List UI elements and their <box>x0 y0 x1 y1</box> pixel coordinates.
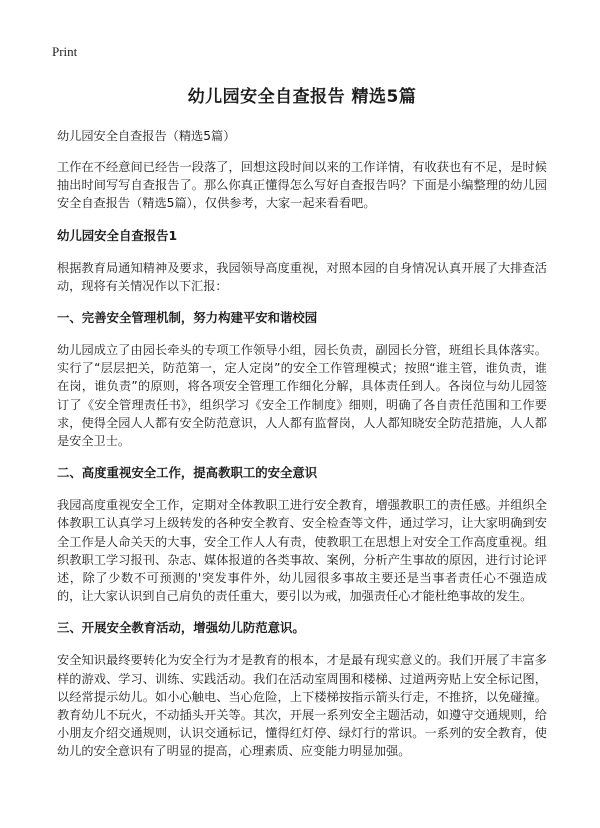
report-1-heading: 幼儿园安全自查报告1 <box>57 227 178 243</box>
print-link[interactable]: Print <box>52 44 78 59</box>
section-3-heading: 三、开展安全教育活动，增强幼儿防范意识。 <box>57 620 305 636</box>
section-3-paragraph: 安全知识最终要转化为安全行为才是教育的根本，才是最有现实意义的。我们开展了丰富多样的游戏、学习、训练、实践活动。我们在活动室周围和楼梯、过道两旁贴上安全标记图，以经常提示幼儿。如小心触电、当心危险，上下楼梯按指示箭头行走，不推挤，以免碰撞。教育幼儿不玩火，不动插头开关等。其次，开展一系列安全主题活动，如遵守交通规则，给小朋友介绍交通规则，认识交通标记，懂得红灯停、绿灯行的常识。一系列的安全教育，使幼儿的安全意识有了明显的提高，心理素质、应变能力明显加强。 <box>57 653 547 759</box>
report-1-intro-paragraph: 根据教育局通知精神及要求，我园领导高度重视，对照本园的自身情况认真开展了大排查活动，现将有关情况作以下汇报： <box>57 260 547 293</box>
section-2-paragraph: 我园高度重视安全工作，定期对全体教职工进行安全教育，增强教职工的责任感。并组织全体教职工认真学习上级转发的各种安全教育、安全检查等文件，通过学习，让大家明确到安全工作是人命关天的大事，安全工作人人有责，使教职工在思想上对安全工作高度重视。组织教职工学习报刊、杂志、媒体报道的各类事故、案例，分析产生事故的原因，进行讨论评述，除了少数不可预测的'突发事件外，幼儿园很多事故主要还是当事者责任心不强造成的，让大家认识到自己肩负的责任重大，要引以为戒，加强责任心才能杜绝事故的发生。 <box>57 498 547 604</box>
section-1-heading: 一、完善安全管理机制，努力构建平安和谐校园 <box>57 310 318 326</box>
page-title: 幼儿园安全自查报告 精选5篇 <box>187 87 417 107</box>
section-1-paragraph: 幼儿园成立了由园长牵头的专项工作领导小组，园长负责，副园长分管，班组长具体落实。实行了“层层把关，防范第一，定人定岗”的安全工作管理模式；按照“谁主管，谁负责，谁在岗，谁负责”的原则，将各项安全管理工作细化分解，具体责任到人。各岗位与幼儿园签订了《安全管理责任书》，组织学习《安全工作制度》细则，明确了各自责任范围和工作要求，使得全园人人都有安全防范意识，人人都有监督岗，人人都知晓安全防范措施，人人都是安全卫士。 <box>57 343 547 449</box>
section-2-heading: 二、高度重视安全工作，提高教职工的安全意识 <box>57 465 318 481</box>
intro-paragraph: 工作在不经意间已经告一段落了，回想这段时间以来的工作详情，有收获也有不足，是时候抽出时间写写自查报告了。那么你真正懂得怎么写好自查报告吗？下面是小编整理的幼儿园安全自查报告（精选5篇），仅供参考，大家一起来看看吧。 <box>57 160 547 211</box>
document-body <box>57 82 547 775</box>
document-subtitle: 幼儿园安全自查报告（精选5篇） <box>57 129 236 143</box>
